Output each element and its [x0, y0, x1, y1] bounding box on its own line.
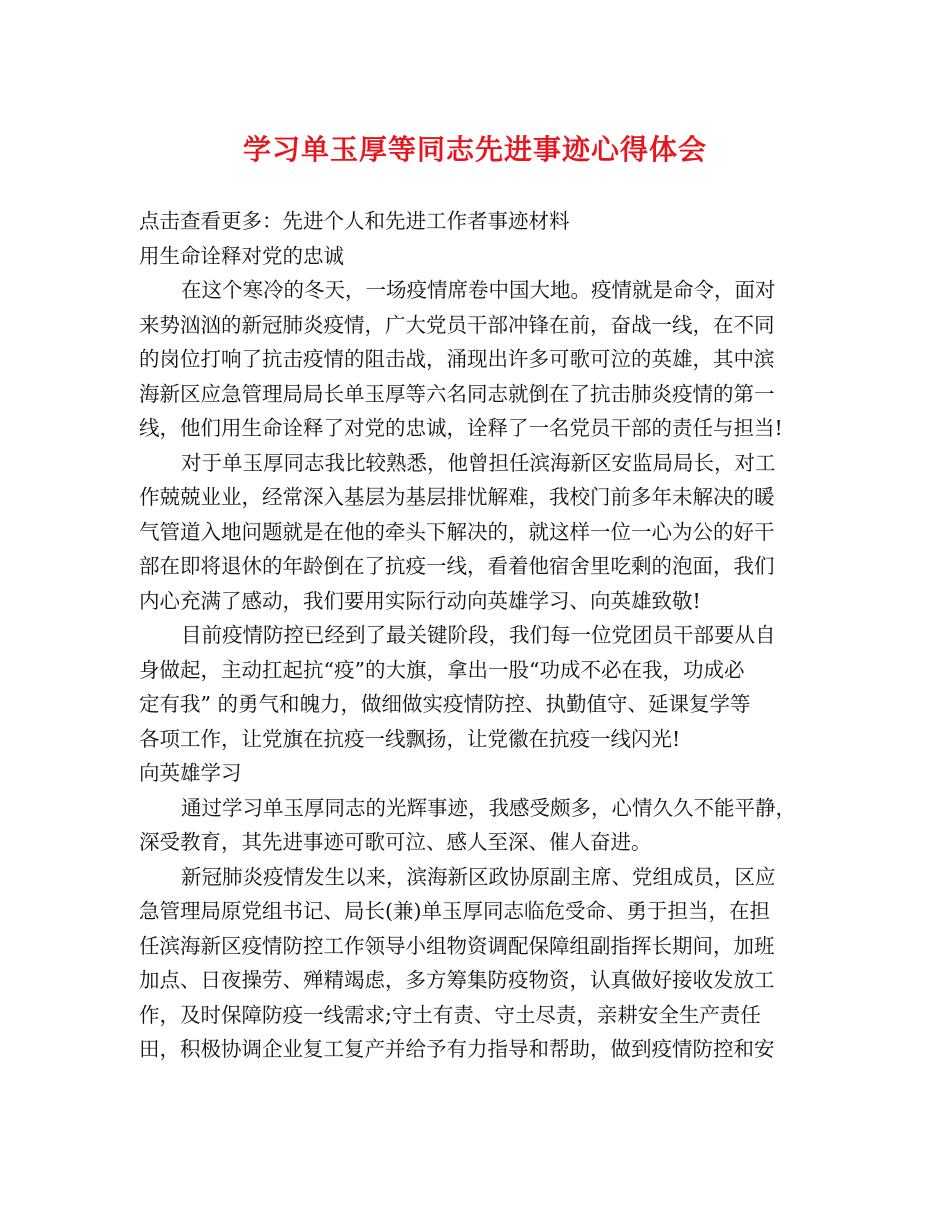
text-line: 目前疫情防控已经到了最关键阶段，我们每一位党团员干部要从自 [181, 623, 776, 647]
text-line: 来势汹汹的新冠肺炎疫情，广大党员干部冲锋在前，奋战一线，在不同 [139, 312, 775, 337]
text-line: 各项工作，让党旗在抗疫一线飘扬，让党徽在抗疫一线闪光! [139, 726, 681, 751]
text-line: 气管道入地问题就是在他的牵头下解决的，就这样一位一心为公的好干 [139, 519, 775, 544]
text-line: 点击查看更多：先进个人和先进工作者事迹材料 [139, 209, 570, 233]
text-line: 作兢兢业业，经常深入基层为基层排忧解难，我校门前多年未解决的暖 [139, 485, 775, 509]
document-body [139, 204, 829, 1067]
text-line: 新冠肺炎疫情发生以来，滨海新区政协原副主席、党组成员，区应 [181, 864, 776, 889]
text-line: 对于单玉厚同志我比较熟悉，他曾担任滨海新区安监局局长，对工 [181, 450, 776, 475]
text-line: 定有我” 的勇气和魄力，做细做实疫情防控、执勤值守、延课复学等 [139, 692, 751, 716]
text-line: 部在即将退休的年龄倒在了抗疫一线，看着他宿舍里吃剩的泡面，我们 [139, 554, 775, 578]
text-line: 向英雄学习 [139, 761, 242, 785]
text-line: 急管理局原党组书记、局长(兼)单玉厚同志临危受命、勇于担当，在担 [139, 899, 770, 923]
text-line: 用生命诠释对党的忠诚 [139, 243, 344, 268]
document-title: 学习单玉厚等同志先进事迹心得体会 [242, 133, 707, 166]
text-line: 内心充满了感动，我们要用实际行动向英雄学习、向英雄致敬! [139, 588, 701, 613]
text-line: 身做起，主动扛起抗“疫”的大旗，拿出一股“功成不必在我，功成必 [139, 657, 745, 682]
text-line: 在这个寒冷的冬天，一场疫情席卷中国大地。疫情就是命令，面对 [181, 278, 776, 302]
text-line: 任滨海新区疫情防控工作领导小组物资调配保障组副指挥长期间，加班 [139, 933, 775, 958]
text-line: 的岗位打响了抗击疫情的阻击战，涌现出许多可歌可泣的英雄，其中滨 [139, 347, 775, 371]
text-line: 海新区应急管理局局长单玉厚等六名同志就倒在了抗击肺炎疫情的第一 [139, 381, 775, 406]
text-line: 田，积极协调企业复工复产并给予有力指导和帮助，做到疫情防控和安 [139, 1037, 775, 1061]
text-line: 线，他们用生命诠释了对党的忠诚，诠释了一名党员干部的责任与担当! [139, 416, 783, 440]
text-line: 深受教育，其先进事迹可歌可泣、感人至深、催人奋进。 [139, 830, 652, 854]
text-line: 加点、日夜操劳、殚精竭虑，多方筹集防疫物资，认真做好接收发放工 [139, 968, 775, 992]
text-line: 通过学习单玉厚同志的光辉事迹，我感受颇多，心情久久不能平静， [181, 795, 796, 820]
text-line: 作，及时保障防疫一线需求;守土有责、守土尽责，亲耕安全生产责任 [139, 1002, 761, 1027]
